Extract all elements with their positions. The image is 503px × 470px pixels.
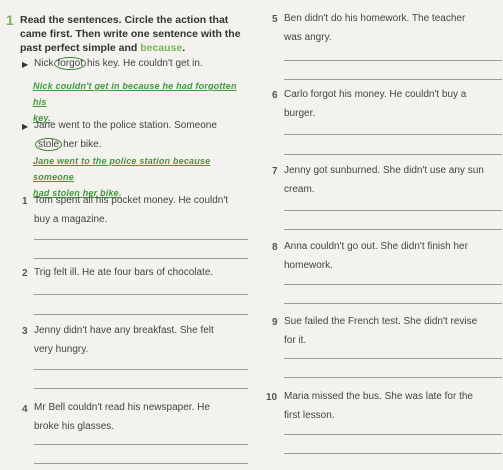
item-9-sentence: Sue failed the French test. She didn't revise for it. (284, 316, 478, 346)
exercise-instruction (20, 13, 250, 55)
answer-line-1b[interactable] (34, 258, 248, 259)
item-10-sentence: Maria missed the bus. She was late for the first lesson. (284, 391, 473, 421)
answer-line-4a[interactable] (34, 444, 248, 445)
item-number: 10 (266, 392, 278, 403)
instruction-line-2: came first. Then write one sentence with the (20, 28, 241, 40)
item-5-sentence: Ben didn't do his homework. The teacher was angry. (284, 13, 466, 43)
item-number: 2 (22, 268, 28, 279)
answer-line-1a[interactable] (34, 239, 248, 240)
item-number: 1 (22, 196, 28, 207)
answer-line-3a[interactable] (34, 369, 248, 370)
item-7-sentence: Jenny got sunburned. She didn't use any sun cream. (284, 165, 484, 195)
answer-line-2b[interactable] (34, 314, 248, 315)
item-3-sentence: Jenny didn't have any breakfast. She felt very hungry. (34, 325, 214, 355)
example-2-answer: Jane went to the police station because someone had stolen her bike. (33, 156, 211, 198)
answer-line-5a[interactable] (284, 60, 502, 61)
answer-line-5b[interactable] (284, 79, 502, 80)
answer-line-4b[interactable] (34, 463, 248, 464)
answer-line-6a[interactable] (284, 134, 502, 135)
answer-line-6b[interactable] (284, 154, 502, 155)
item-number: 8 (272, 242, 278, 253)
example-1-answer: Nick couldn't get in because he had forgotten his key. (33, 81, 237, 123)
example-1-sentence: Nick forgot his key. He couldn't get in. (34, 58, 203, 69)
instruction-line-1: Read the sentences. Circle the action that (20, 14, 229, 26)
answer-line-7a[interactable] (284, 210, 502, 211)
item-1-sentence: Tom spent all his pocket money. He couldn't buy a magazine. (34, 195, 229, 225)
bullet-arrow-icon: ▶ (22, 122, 29, 131)
answer-line-10a[interactable] (284, 434, 502, 435)
instruction-line-3: past perfect simple and because. (20, 42, 186, 54)
item-number: 4 (22, 404, 28, 415)
exercise-number: 1 (6, 12, 14, 28)
item-number: 5 (272, 14, 278, 25)
item-2-sentence: Trig felt ill. He ate four bars of chocolate. (34, 267, 214, 278)
item-number: 6 (272, 90, 278, 101)
item-4-sentence: Mr Bell couldn't read his newspaper. He broke his glasses. (34, 402, 210, 432)
answer-line-10b[interactable] (284, 453, 502, 454)
item-number: 9 (272, 317, 278, 328)
circled-action: stole (35, 138, 62, 151)
answer-line-3b[interactable] (34, 388, 248, 389)
item-8-sentence: Anna couldn't go out. She didn't finish her homework. (284, 241, 468, 271)
answer-line-9b[interactable] (284, 377, 502, 378)
answer-line-9a[interactable] (284, 358, 502, 359)
circled-action: forgot (54, 57, 86, 70)
answer-line-8b[interactable] (284, 303, 502, 304)
answer-line-2a[interactable] (34, 294, 248, 295)
instruction-keyword: because (140, 42, 183, 54)
answer-line-7b[interactable] (284, 229, 502, 230)
bullet-arrow-icon: ▶ (22, 60, 29, 69)
item-number: 3 (22, 326, 28, 337)
item-6-sentence: Carlo forgot his money. He couldn't buy a burger. (284, 89, 467, 119)
item-number: 7 (272, 166, 278, 177)
example-2-sentence: Jane went to the police station. Someone stole her bike. (34, 120, 217, 150)
answer-line-8a[interactable] (284, 284, 502, 285)
